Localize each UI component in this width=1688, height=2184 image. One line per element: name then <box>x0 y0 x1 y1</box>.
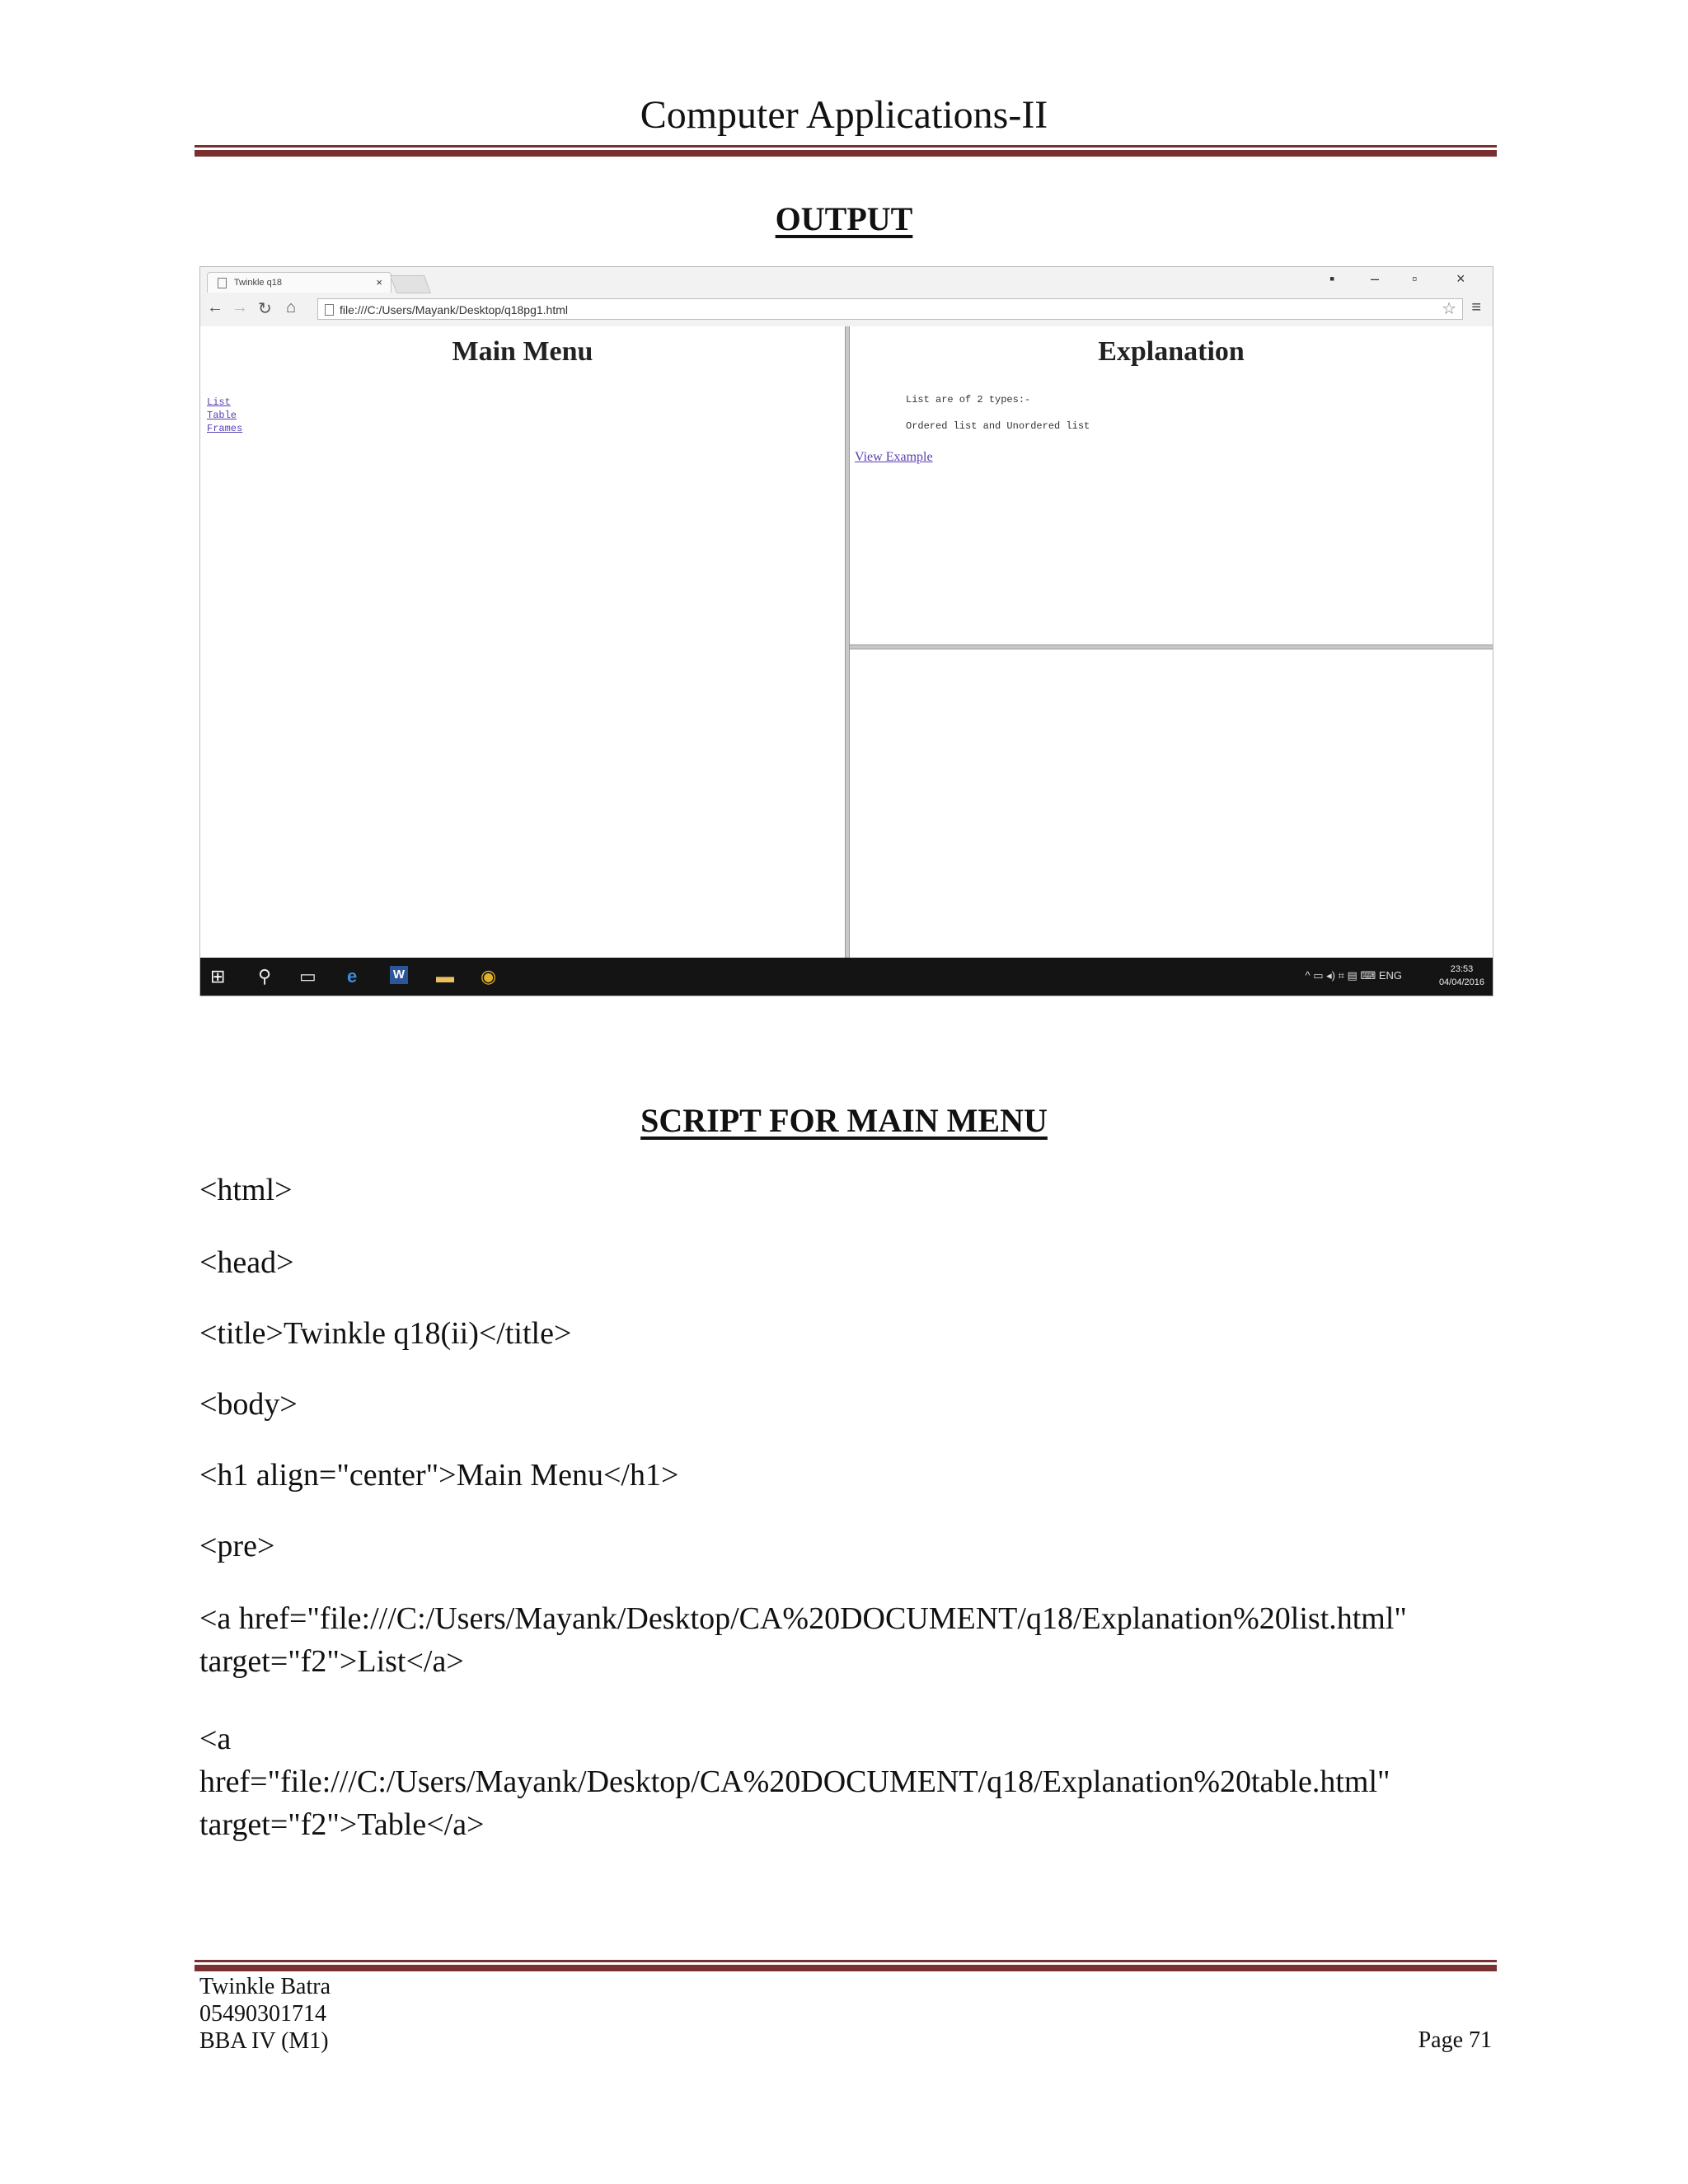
link-frames[interactable]: Frames <box>207 423 243 434</box>
output-heading: OUTPUT <box>775 200 913 237</box>
address-text: file:///C:/Users/Mayank/Desktop/q18pg1.html <box>340 303 569 316</box>
example-frame <box>850 649 1493 958</box>
menu-icon[interactable]: ≡ <box>1471 298 1481 316</box>
footer-name: Twinkle Batra <box>199 1974 331 1999</box>
restore-icon[interactable]: ▫ <box>1412 270 1418 287</box>
clock-date: 04/04/2016 <box>1438 977 1484 987</box>
document-icon <box>325 304 334 316</box>
script-line: target="f2">Table</a> <box>199 1807 485 1842</box>
explanation-heading: Explanation <box>1098 336 1245 367</box>
taskbar-clock[interactable] <box>1439 963 1484 989</box>
footer-author-block <box>199 1973 331 2055</box>
footer-rule <box>195 1960 1497 1971</box>
page-header-title: Computer Applications-II <box>640 93 1048 137</box>
bookmark-star-icon[interactable]: ☆ <box>1442 300 1456 318</box>
script-line: <title>Twinkle q18(ii)</title> <box>199 1316 572 1351</box>
forward-icon[interactable]: → <box>232 298 248 316</box>
footer-class: BBA IV (M1) <box>199 2028 329 2054</box>
script-heading: SCRIPT FOR MAIN MENU <box>640 1102 1048 1139</box>
back-icon[interactable]: ← <box>207 298 223 316</box>
word-icon[interactable]: W <box>390 966 408 984</box>
script-line: <a href="file:///C:/Users/Mayank/Desktop/CA%20DOCUMENT/q18/Explanation%20list.html" <box>199 1601 1407 1636</box>
task-view-icon[interactable]: ▭ <box>299 966 316 987</box>
new-tab-button[interactable] <box>390 275 431 293</box>
menu-links <box>207 396 242 435</box>
close-window-icon[interactable]: × <box>1456 270 1465 287</box>
windows-start-icon[interactable]: ⊞ <box>210 966 226 987</box>
home-icon[interactable]: ⌂ <box>286 298 297 316</box>
browser-toolbar <box>200 295 1493 325</box>
page-icon <box>218 278 227 288</box>
main-menu-frame <box>200 326 845 958</box>
pre-line: List are of 2 types:- <box>906 394 1031 405</box>
address-bar[interactable] <box>317 298 1463 320</box>
main-menu-heading: Main Menu <box>452 336 593 367</box>
pre-line: Ordered list and Unordered list <box>906 420 1090 432</box>
footer-roll-number: 05490301714 <box>199 2001 326 2027</box>
link-table[interactable]: Table <box>207 410 237 421</box>
edge-browser-icon[interactable]: e <box>347 966 358 987</box>
header-rule <box>195 145 1497 157</box>
browser-screenshot <box>199 266 1493 996</box>
file-explorer-icon[interactable]: ▬ <box>436 966 454 987</box>
search-icon[interactable]: ⚲ <box>258 966 272 987</box>
script-line: <a <box>199 1722 232 1756</box>
script-line: <head> <box>199 1245 294 1280</box>
script-line: <pre> <box>199 1529 275 1563</box>
browser-tab[interactable] <box>207 272 392 293</box>
tab-close-icon[interactable]: × <box>376 276 382 288</box>
browser-chrome <box>200 267 1493 327</box>
page-number: Page 71 <box>1418 2027 1492 2053</box>
script-line: <body> <box>199 1387 298 1422</box>
chrome-icon[interactable]: ◉ <box>481 966 497 987</box>
tab-title: Twinkle q18 <box>233 278 282 288</box>
view-example-link[interactable]: View Example <box>855 450 933 464</box>
system-tray[interactable]: ^ ▭ ◂) ⌗ ▤ ⌨ ENG <box>1305 969 1402 982</box>
script-line: <html> <box>199 1173 293 1207</box>
script-line: <h1 align="center">Main Menu</h1> <box>199 1458 679 1493</box>
windows-taskbar <box>200 958 1493 996</box>
link-list[interactable]: List <box>207 396 231 408</box>
script-line: href="file:///C:/Users/Mayank/Desktop/CA%20DOCUMENT/q18/Explanation%20table.html" <box>199 1765 1390 1799</box>
explanation-frame <box>850 326 1493 644</box>
reload-icon[interactable]: ↻ <box>258 300 272 318</box>
minimize-icon[interactable]: – <box>1371 270 1380 287</box>
user-icon[interactable]: ▪ <box>1329 270 1335 287</box>
clock-time: 23:53 <box>1450 964 1474 974</box>
script-line: target="f2">List</a> <box>199 1644 464 1679</box>
